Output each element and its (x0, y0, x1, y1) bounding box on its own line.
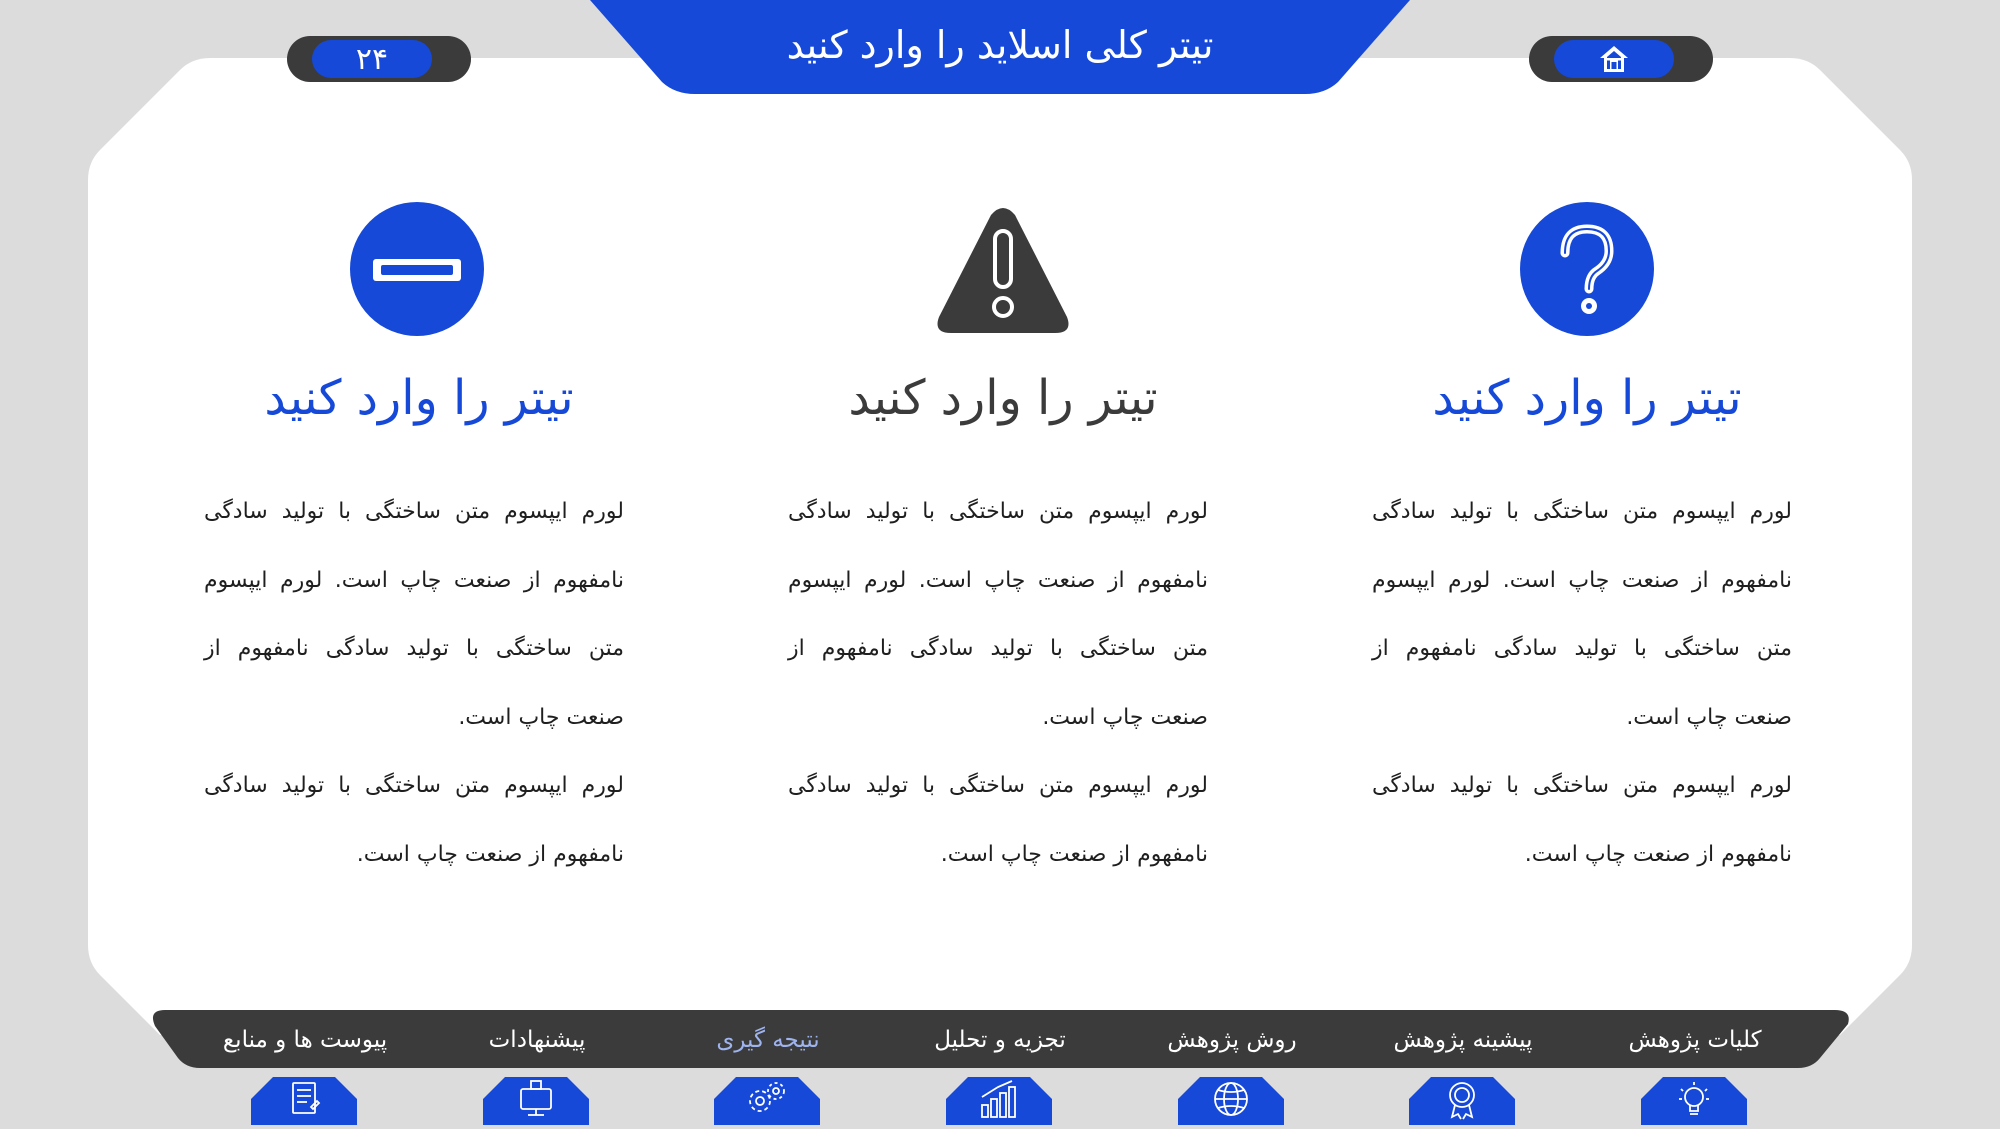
nav-tab-analysis[interactable] (946, 1077, 1052, 1125)
column-title: تیتر را وارد کنید (848, 370, 1158, 426)
home-icon (1597, 42, 1631, 76)
nav-tab-suggestions[interactable] (483, 1077, 589, 1125)
nav-item-research-overview[interactable]: کلیات پژوهش (1628, 1027, 1762, 1053)
column-paragraph: لورم ایپسوم متن ساختگی با تولید سادگی نامفهوم از صنعت چاپ است. (1372, 773, 1792, 867)
nav-item-analysis[interactable]: تجزیه و تحلیل (934, 1027, 1066, 1053)
warning-triangle-icon (935, 205, 1071, 341)
column-body (1372, 478, 1792, 889)
question-circle-icon (1519, 201, 1655, 337)
minus-circle-icon (349, 201, 485, 337)
column-paragraph: لورم ایپسوم متن ساختگی با تولید سادگی نامفهوم از صنعت چاپ است. (204, 773, 624, 867)
column-paragraph: لورم ایپسوم متن ساختگی با تولید سادگی نامفهوم از صنعت چاپ است. لورم ایپسوم متن ساختگی با تولید سادگی نامفهوم از صنعت چاپ است. (204, 499, 624, 730)
nav-item-conclusion[interactable]: نتیجه گیری (716, 1027, 820, 1053)
column-body (204, 478, 624, 889)
nav-tab-appendix-references[interactable] (251, 1077, 357, 1125)
home-button[interactable] (1529, 36, 1713, 82)
column-title: تیتر را وارد کنید (264, 370, 574, 426)
nav-item-appendix-references[interactable]: پیوست ها و منابع (222, 1027, 388, 1053)
column-title: تیتر را وارد کنید (1432, 370, 1742, 426)
nav-item-suggestions[interactable]: پیشنهادات (488, 1027, 586, 1053)
nav-item-research-method[interactable]: روش پژوهش (1167, 1027, 1297, 1053)
nav-tab-research-overview[interactable] (1641, 1077, 1747, 1125)
nav-item-literature-review[interactable]: پیشینه پژوهش (1393, 1027, 1533, 1053)
column-paragraph: لورم ایپسوم متن ساختگی با تولید سادگی نامفهوم از صنعت چاپ است. لورم ایپسوم متن ساختگی با تولید سادگی نامفهوم از صنعت چاپ است. (1372, 499, 1792, 730)
column-paragraph: لورم ایپسوم متن ساختگی با تولید سادگی نامفهوم از صنعت چاپ است. (788, 773, 1208, 867)
slide-title: تیتر کلی اسلاید را وارد کنید (786, 23, 1214, 67)
column-paragraph: لورم ایپسوم متن ساختگی با تولید سادگی نامفهوم از صنعت چاپ است. لورم ایپسوم متن ساختگی با تولید سادگی نامفهوم از صنعت چاپ است. (788, 499, 1208, 730)
column-body (788, 478, 1208, 889)
page-number: ۲۴ (312, 40, 432, 78)
nav-tab-research-method[interactable] (1178, 1077, 1284, 1125)
nav-tab-conclusion[interactable] (714, 1077, 820, 1125)
nav-tab-literature-review[interactable] (1409, 1077, 1515, 1125)
page-number-pill (287, 36, 471, 82)
